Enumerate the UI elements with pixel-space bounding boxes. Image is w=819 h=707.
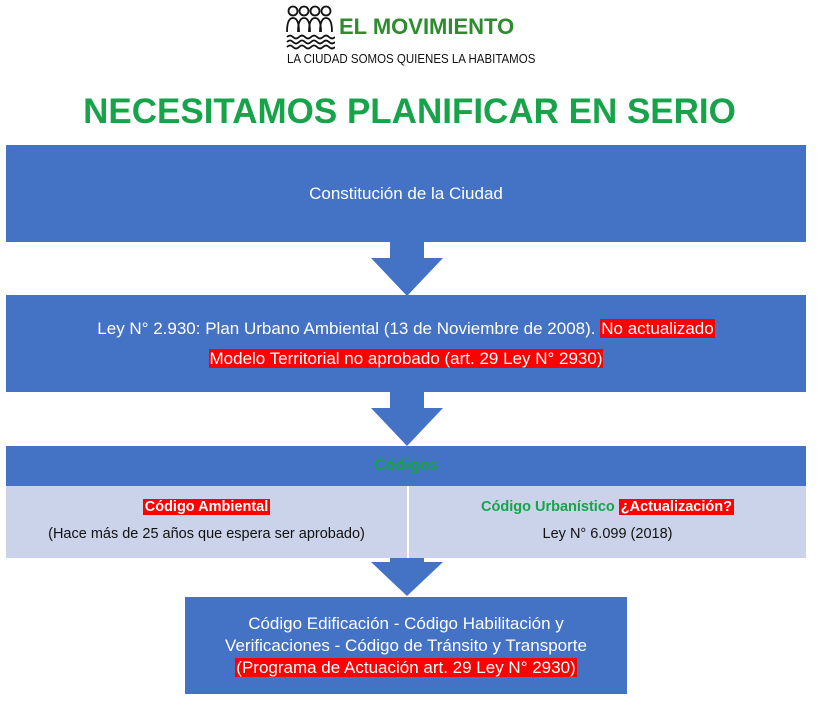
logo-tagline: LA CIUDAD SOMOS QUIENES LA HABITAMOS [287,52,536,66]
codigo-urbanistico-text: Ley N° 6.099 (2018) [542,526,673,542]
arrow-down-2 [371,408,443,446]
constitution-box [6,145,806,242]
page-title: NECESITAMOS PLANIFICAR EN SERIO [83,92,736,131]
arrow-down-3 [371,562,443,596]
codigo-ambiental-text: (Hace más de 25 años que espera ser aprobado) [48,526,365,542]
actualizacion-highlight: ¿Actualización? [620,499,732,515]
arrow-down-1 [371,258,443,296]
codigo-ambiental-cell [6,486,407,558]
other-codes-box [185,597,627,694]
not-updated-highlight: No actualizado [601,318,714,338]
other-codes-line3 [235,657,576,679]
logo [285,4,545,66]
plan-urbano-box [6,295,806,392]
codigo-ambiental-title: Código Ambiental [144,499,269,515]
plan-urbano-text: Ley N° 2.930: Plan Urbano Ambiental (13 de Noviembre de 2008). [97,318,596,338]
codigo-urbanistico-cell [409,486,806,558]
territorial-model-highlight: Modelo Territorial no aprobado (art. 29 Ley N° 2930) [209,348,603,368]
codes-header: Códigos [6,446,806,486]
codigo-ambiental-title-wrap [6,499,407,515]
people-logo-icon [285,4,335,50]
codigo-urbanistico-title-wrap [409,499,806,515]
logo-name: EL MOVIMIENTO [339,14,515,39]
programa-actuacion-highlight: (Programa de Actuación art. 29 Ley N° 2930) [236,657,576,677]
plan-urbano-line1 [97,314,714,344]
other-codes-line2: Verificaciones - Código de Tránsito y Transporte [225,635,587,655]
plan-urbano-line2 [209,344,604,374]
constitution-text: Constitución de la Ciudad [309,183,503,203]
other-codes-line1: Código Edificación - Código Habilitación y [248,613,564,633]
codigo-urbanistico-title: Código Urbanístico [481,499,615,515]
